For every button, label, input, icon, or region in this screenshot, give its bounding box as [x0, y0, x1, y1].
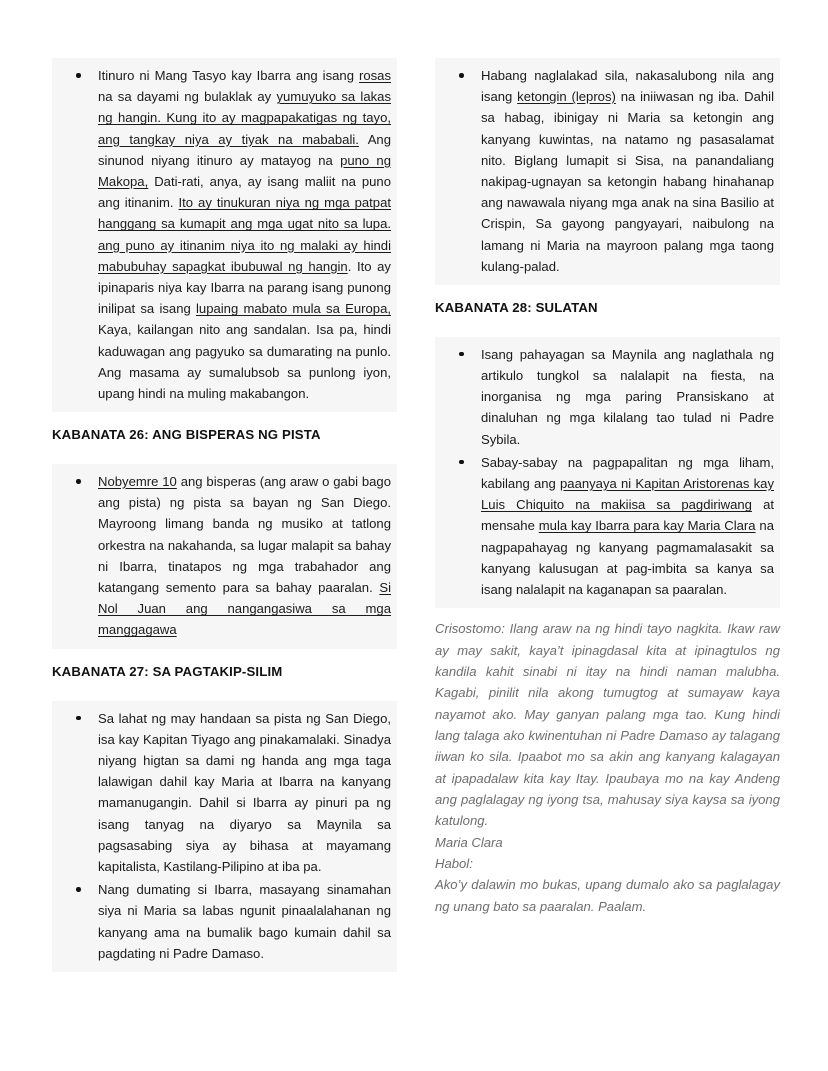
list-item	[435, 344, 774, 450]
letter-signature: Maria Clara	[435, 834, 503, 850]
left-column	[52, 58, 397, 1071]
plain-text: Ang sinunod niyang itinuro ay matayog na	[98, 131, 391, 168]
bullet-list	[435, 344, 774, 600]
plain-text: Itinuro ni Mang Tasyo kay Ibarra ang isang	[98, 68, 359, 83]
underlined-text: puno ng Makopa,	[98, 152, 391, 190]
list-item	[52, 879, 391, 964]
underlined-text: ketongin (lepros)	[517, 89, 616, 105]
text-block-kabanata-28	[435, 337, 780, 608]
text-block-ketongin	[435, 58, 780, 285]
bullet-list	[52, 65, 391, 404]
right-column	[435, 58, 780, 1071]
plain-text: Habang naglalakad sila, nakasalubong nila ang isang	[481, 68, 774, 105]
list-item	[52, 708, 391, 878]
bullet-list	[52, 471, 391, 641]
heading-kabanata-27: KABANATA 27: SA PAGTAKIP-SILIM	[52, 663, 283, 679]
list-item	[435, 65, 774, 277]
text-block-kabanata-27	[52, 701, 397, 972]
plain-text: na iniiwasan ng iba. Dahil sa habag, ibinigay ni Maria sa ketongin ang kanyang kuwintas, na natamo ng pasasalamat nito. Biglang lumapit si Sisa, na panandaliang nakipag-ugnayan sa ketongin habang hinahanap ang nawawala niyang mga anak na sina Basilio at Crispin, Sa gayong pangyayari, naibulong na lamang ni Maria na mayroon palang mga taong kulang-palad.	[481, 89, 774, 274]
plain-text: . Ito ay ipinaparis niya kay Ibarra na parang isang punong inilipat sa isang	[98, 258, 391, 317]
plain-text: Dati-rati, anya, ay isang maliit na puno ang itinanim.	[98, 174, 391, 211]
spacer	[52, 444, 397, 464]
plain-text: Isang pahayagan sa Maynila ang naglathala ng artikulo tungkol sa nalalapit na fiesta, na inorganisa ng mga paring Pransiskano at dinaluhan ng mga kilalang tao tulad ni Padre Sybila.	[481, 346, 774, 447]
plain-text: Nang dumating si Ibarra, masayang sinamahan siya ni Maria sa labas ngunit pinaalalahanan ng kanyang ama na bumalik bago kumain dahil sa pagdating ni Padre Damaso.	[98, 882, 391, 961]
heading-kabanata-26: KABANATA 26: ANG BISPERAS NG PISTA	[52, 427, 321, 443]
list-item	[52, 65, 391, 404]
bullet-list	[435, 65, 774, 277]
underlined-text: mula kay Ibarra para kay Maria Clara	[538, 518, 756, 534]
plain-text: ang bisperas (ang araw o gabi bago ang pista) ng pista sa bayan ng San Diego. Mayroong limang banda ng musiko at tatlong orkestra na nakahanda, sa lugar malapit sa bahay ni Ibarra, tinatapos ng mga trabahador ang katangang semento para sa bahay paaralan.	[98, 474, 391, 596]
list-item	[435, 452, 774, 600]
text-block-kabanata-26	[52, 464, 397, 649]
plain-text: at mensahe	[481, 497, 774, 534]
text-block-mang-tasyo	[52, 58, 397, 412]
letter-postscript-label: Habol:	[435, 855, 473, 871]
letter-postscript-body: Ako’y dalawin mo bukas, upang dumalo ako sa paglalagay ng unang bato sa paaralan. Paalam.	[435, 877, 780, 914]
plain-text: Sabay-sabay na pagpapalitan ng mga liham, kabilang ang	[481, 454, 774, 492]
underlined-text: yumuyuko sa lakas ng hangin. Kung ito ay magpapakatigas ng tayo, ang tangkay niya ay tiyak na mababali.	[98, 89, 391, 147]
letter-body: Crisostomo: Ilang araw na ng hindi tayo nagkita. Ikaw raw ay may sakit, kaya’t ipinagdasal kita at ipinagtulos ng kandila kahit sinabi ni itay na hindi naman malubha. Kagabi, pinilit nila akong tumugtog at sumayaw kaya nayamot ako. May ganyan palang mga tao. Kung hindi lang talaga ako kwinentuhan ni Padre Damaso ay talagang iiwan ko sila. Ipaabot mo sa akin ang kanyang kalagayan at ipapadalaw kita kay Itay. Ipaubaya mo na kay Andeng ang paglalagay ng iyong tsa, mahusay siya kaysa sa iyong katulong.	[435, 621, 780, 829]
plain-text: Sa lahat ng may handaan sa pista ng San Diego, isa kay Kapitan Tiyago ang pinakamalaki. Sinadya niyang higtan sa dami ng handa ang mga taga lalawigan dahil kay Maria at Ibarra na kanyang mamanugangin. Dahil si Ibarra ay pinuri pa ng isang tanyag na diyaryo sa Maynila sa pagsasabing siya ay bihasa at mayamang kapitalista, Kastilang-Pilipino at iba pa.	[98, 710, 391, 874]
underlined-text: Si Nol Juan ang nangangasiwa sa mga manggagawa	[98, 580, 391, 638]
plain-text: Kaya, kailangan nito ang sandalan. Isa pa, hindi kaduwagan ang pagyuko sa dumarating na punlo. Ang masama ay sumalubsob sa punlong iyon, upang hindi na muling makabangon.	[98, 322, 391, 402]
underlined-text: lupaing mabato mula sa Europa,	[196, 301, 391, 317]
underlined-text: Ito ay tinukuran niya ng mga patpat hanggang sa kumapit ang mga ugat nito sa lupa. ang puno ay itinanim niya ito ng malaki ay hindi mabubuhay sapagkat ibubuwal ng hangin	[98, 195, 391, 274]
spacer	[52, 681, 397, 701]
underlined-text: paanyaya ni Kapitan Aristorenas kay Luis Chiquito na makiisa sa pagdiriwang	[481, 476, 774, 513]
letter-maria-clara	[435, 618, 780, 917]
spacer	[435, 317, 780, 337]
plain-text: na nagpapahayag ng kanyang pagmamalasakit sa kanyang kalusugan at pag-imbita sa kanya sa isang nalalapit na kaganapan sa paaralan.	[481, 518, 774, 598]
heading-kabanata-28: KABANATA 28: SULATAN	[435, 300, 598, 316]
underlined-text: rosas	[358, 68, 391, 83]
list-item	[52, 471, 391, 641]
plain-text: na sa dayami ng bulaklak ay	[98, 89, 277, 105]
underlined-text: Nobyemre 10	[98, 474, 177, 490]
bullet-list	[52, 708, 391, 964]
